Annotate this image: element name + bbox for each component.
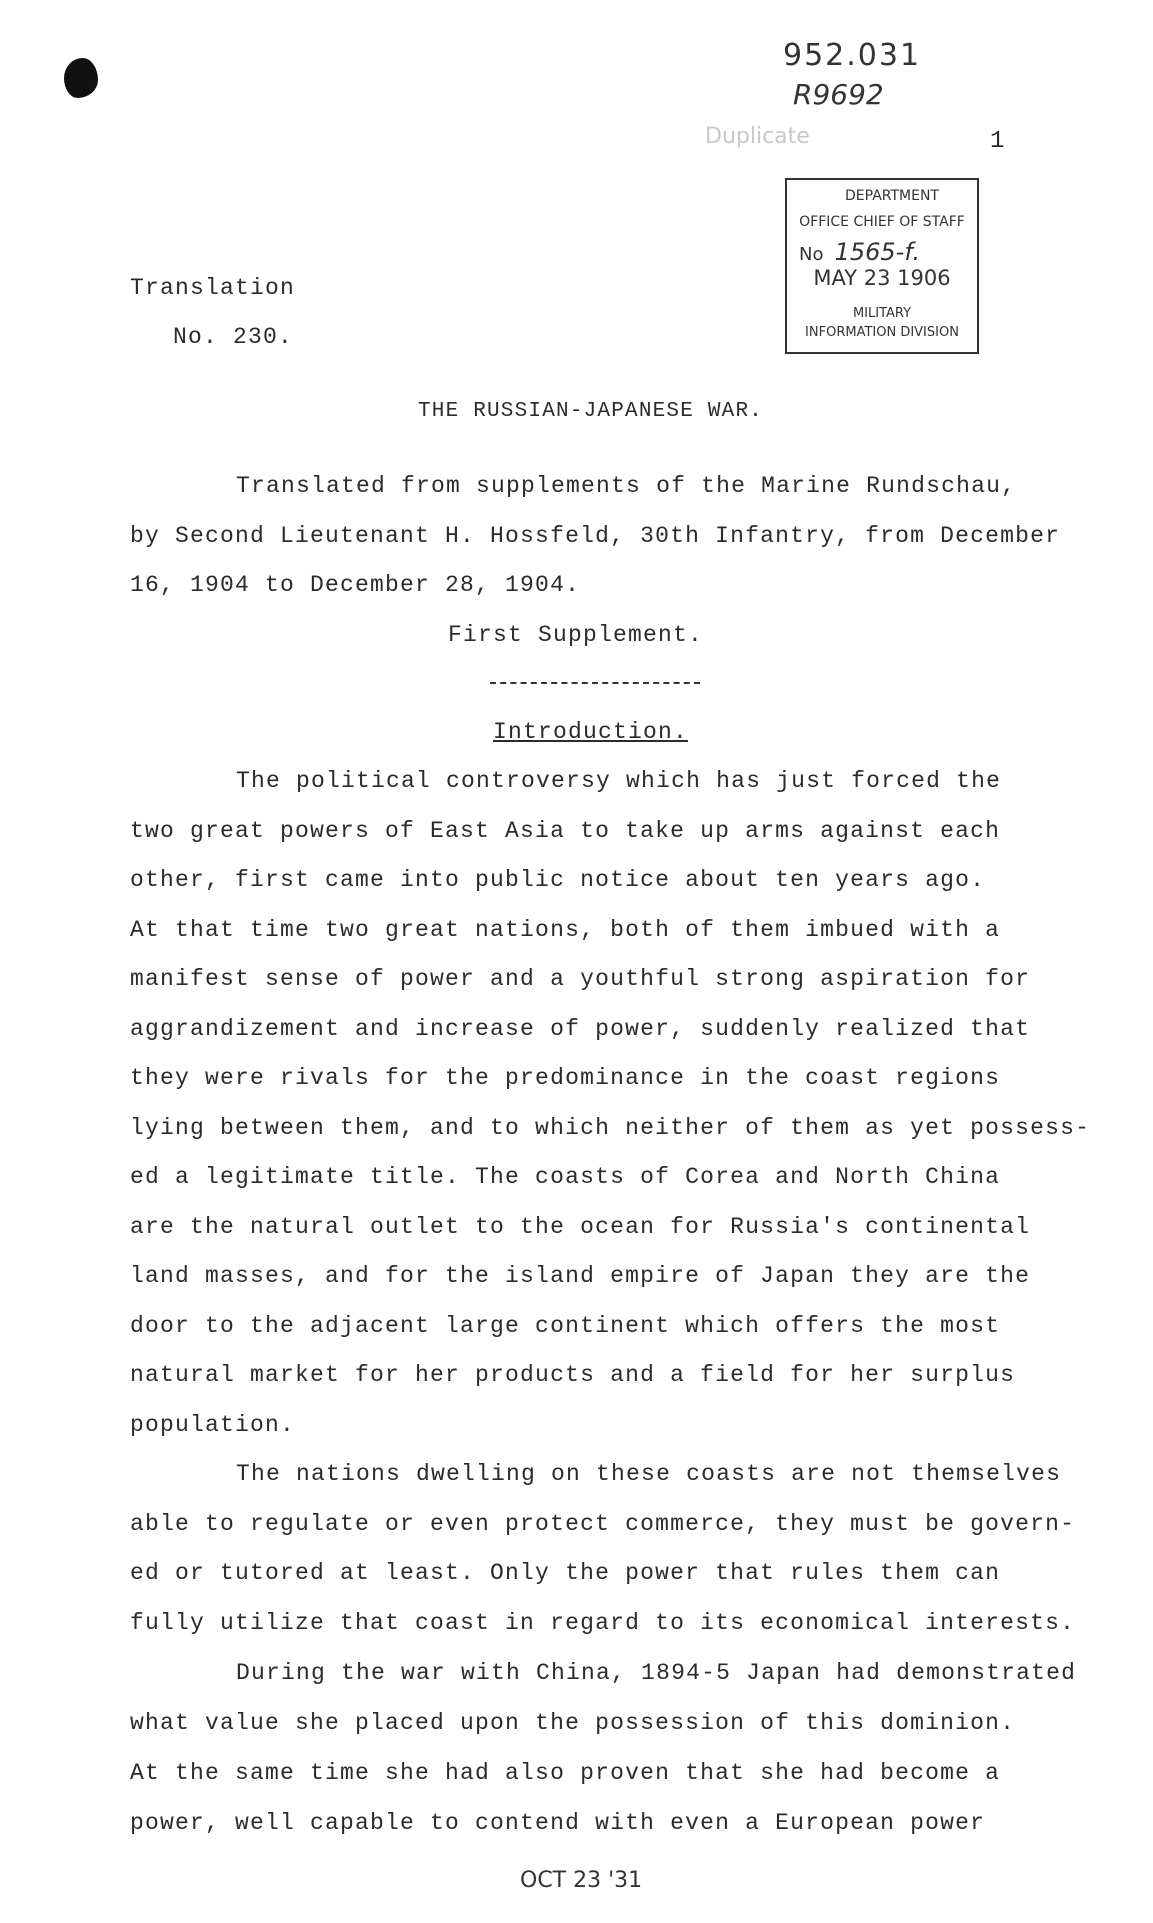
- body-line: land masses, and for the island empire of Japan they are the: [130, 1263, 1031, 1289]
- body-line: door to the adjacent large continent which offers the most: [130, 1313, 1001, 1339]
- body-line: At the same time she had also proven that she had become a: [130, 1760, 1001, 1786]
- body-line: what value she placed upon the possession of this dominion.: [130, 1710, 1016, 1736]
- section-heading: Introduction.: [493, 719, 689, 745]
- body-line: able to regulate or even protect commerce, they must be govern-: [130, 1511, 1076, 1537]
- source-line-3: 16, 1904 to December 28, 1904.: [130, 572, 581, 598]
- faint-mark: Duplicate: [705, 124, 810, 149]
- stamp-date: MAY 23 1906: [813, 266, 951, 290]
- body-line: ed a legitimate title. The coasts of Corea and North China: [130, 1164, 1001, 1190]
- body-line: At that time two great nations, both of them imbued with a: [130, 917, 1001, 943]
- body-line: two great powers of East Asia to take up arms against each: [130, 818, 1001, 844]
- received-stamp: [785, 178, 979, 354]
- body-line: The nations dwelling on these coasts are not themselves: [236, 1461, 1062, 1487]
- translation-number: No. 230.: [173, 324, 294, 350]
- stamp-no-label: No: [799, 244, 824, 265]
- body-line: fully utilize that coast in regard to its economical interests.: [130, 1610, 1076, 1636]
- stamp-number-row: [787, 238, 977, 266]
- translation-label: Translation: [130, 275, 296, 301]
- stamp-no-value: 1565-f.: [834, 238, 920, 266]
- body-line: manifest sense of power and a youthful strong aspiration for: [130, 966, 1031, 992]
- footer-date-stamp: OCT 23 '31: [520, 1868, 643, 1893]
- supplement-heading: First Supplement.: [448, 622, 704, 648]
- page-number: 1: [990, 128, 1006, 155]
- body-line: they were rivals for the predominance in the coast regions: [130, 1065, 1001, 1091]
- document-title: THE RUSSIAN-JAPANESE WAR.: [418, 400, 764, 423]
- stamp-line-division: INFORMATION DIVISION: [805, 325, 959, 340]
- body-line: other, first came into public notice about ten years ago.: [130, 867, 986, 893]
- call-number: 952.031: [783, 38, 922, 73]
- body-line: population.: [130, 1412, 296, 1438]
- body-line: are the natural outlet to the ocean for Russia's continental: [130, 1214, 1031, 1240]
- stamp-line-office: OFFICE CHIEF OF STAFF: [799, 214, 965, 230]
- body-line: During the war with China, 1894-5 Japan had demonstrated: [236, 1660, 1077, 1686]
- source-line-1: Translated from supplements of the Marine Rundschau,: [236, 473, 1017, 499]
- body-line: natural market for her products and a field for her surplus: [130, 1362, 1016, 1388]
- body-line: The political controversy which has just forced the: [236, 768, 1002, 794]
- body-line: ed or tutored at least. Only the power that rules them can: [130, 1560, 1001, 1586]
- ink-blot: [64, 58, 98, 98]
- body-line: aggrandizement and increase of power, suddenly realized that: [130, 1016, 1031, 1042]
- source-line-2: by Second Lieutenant H. Hossfeld, 30th Infantry, from December: [130, 523, 1061, 549]
- divider-line: [490, 682, 700, 684]
- stamp-line-military: MILITARY: [852, 306, 912, 321]
- body-line: power, well capable to contend with even a European power: [130, 1810, 986, 1836]
- call-code: R9692: [793, 78, 884, 111]
- stamp-line-department: DEPARTMENT: [845, 188, 939, 204]
- body-line: lying between them, and to which neither of them as yet possess-: [130, 1115, 1091, 1141]
